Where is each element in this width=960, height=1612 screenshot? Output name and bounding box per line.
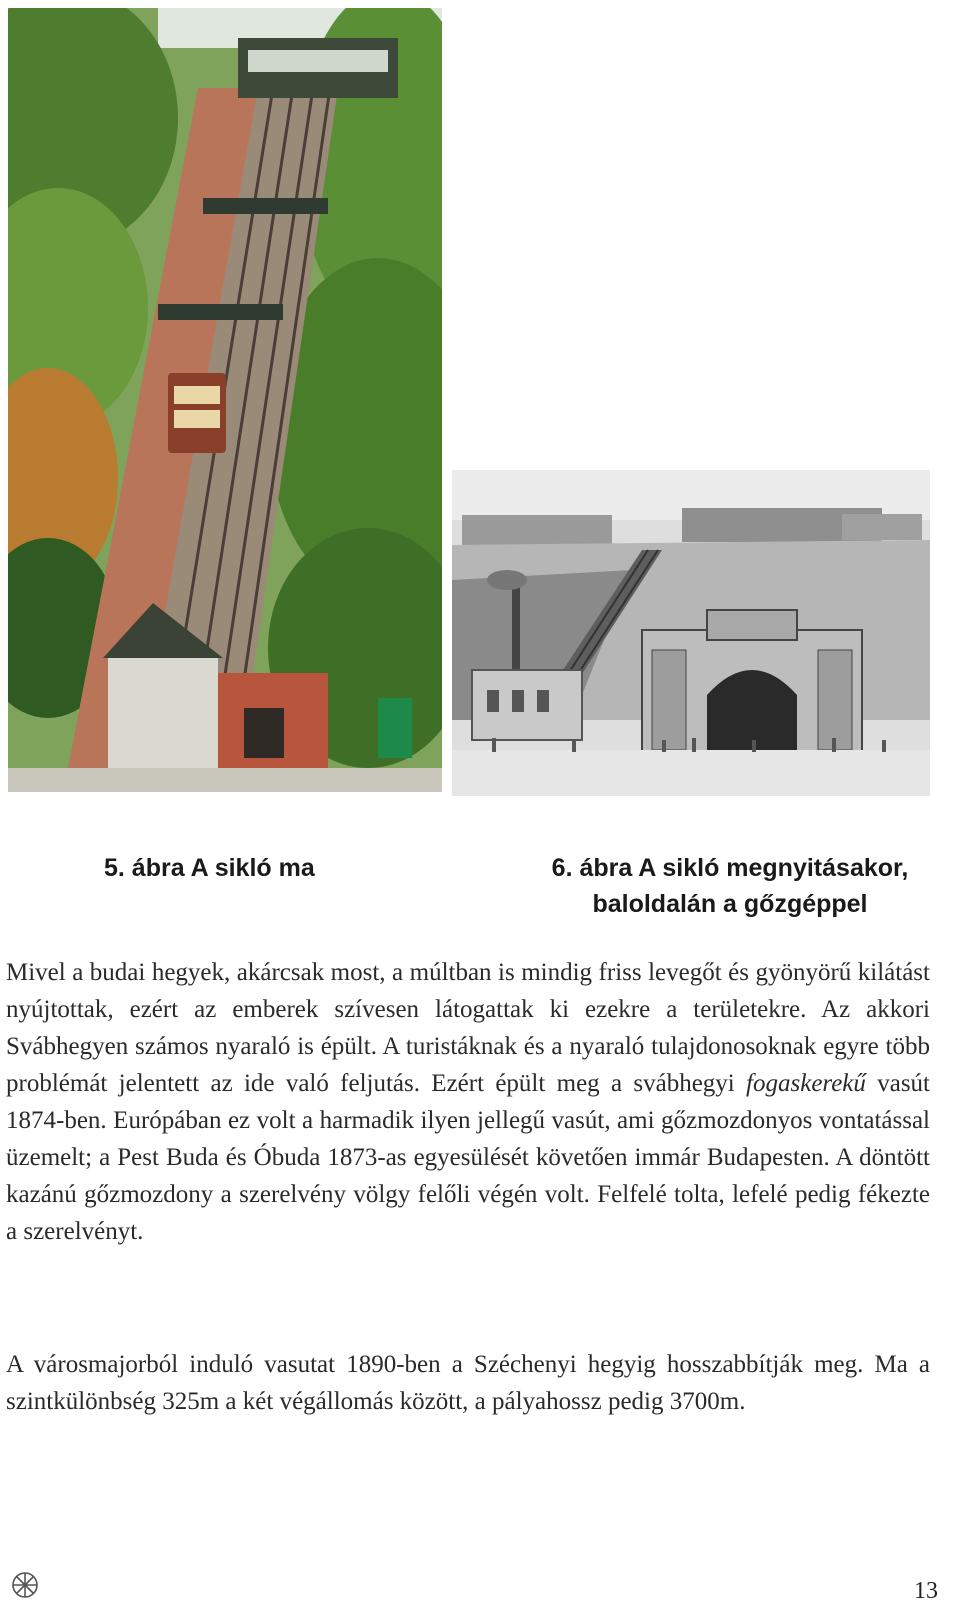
figure-6-engraving xyxy=(452,470,930,796)
body-paragraph-2: A városmajorból induló vasutat 1890-ben a Széchenyi hegyig hosszabbítják meg. Ma a szintkülönbség 325m a két végállomás között, a pályahossz pedig 3700m. xyxy=(6,1351,930,1415)
figure-6-caption xyxy=(530,850,930,922)
page-number: 13 xyxy=(914,1578,938,1604)
paragraph-1-text-b: vasút 1874-ben. Európában ez volt a harmadik ilyen jellegű vasút, ami gőzmozdonyos vontatással üzemelt; a Pest Buda és Óbuda 1873-as egyesülését követően immár Budapesten. A döntött kazánú gőzmozdony a szerelvény völgy felőli végén volt. Felfelé tolta, lefelé pedig fékezte a szerelvényt. xyxy=(6,1070,930,1245)
figure-6-caption-line-2: baloldalán a gőzgéppel xyxy=(592,890,868,918)
figure-6-caption-line-1: 6. ábra A sikló megnyitásakor, xyxy=(551,854,909,882)
figure-5-photo xyxy=(8,8,442,792)
paragraph-1-italic-term: fogaskerekű xyxy=(746,1070,866,1097)
body-paragraph-1 xyxy=(6,954,930,1250)
engraving-illustration xyxy=(452,470,930,796)
snowflake-ornament-icon xyxy=(10,1570,40,1600)
paragraph-1-text-a: Mivel a budai hegyek, akárcsak most, a múltban is mindig friss levegőt és gyönyörű kilátást nyújtottak, ezért az emberek szívesen látogattak ki ezekre a területekre. Az akkori Svábhegyen számos nyaraló is épült. A turistáknak és a nyaraló tulajdonosoknak egyre több problémát jelentett az ide való feljutás. Ezért épült meg a svábhegyi xyxy=(6,959,930,1097)
funicular-photo-illustration xyxy=(8,8,442,792)
figure-5-caption: 5. ábra A sikló ma xyxy=(104,854,315,882)
